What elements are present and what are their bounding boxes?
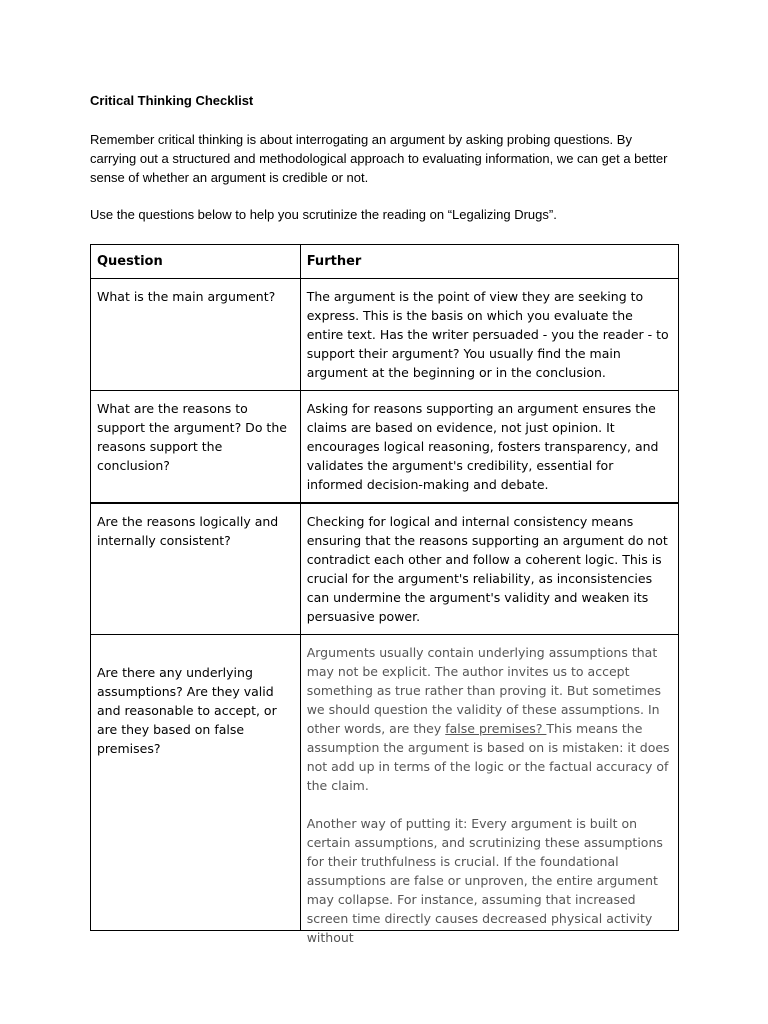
further-cell [300,635,678,945]
further-text-b: This means the assumption the argument is based on is mistaken: it does not add up in terms of the logic or the factual accuracy of the claim. [306,721,670,793]
further-cell-content [306,643,672,945]
header-question: Question [91,245,301,279]
intro-paragraph: Remember critical thinking is about interrogating an argument by asking probing questions. By carrying out a structured and methodological approach to evaluating information, we can get a better sense of whether an argument is credible or not. [90,132,668,185]
further-paragraph-2: Another way of putting it: Every argument is built on certain assumptions, and scrutinizing these assumptions for their truthfulness is crucial. If the foundational assumptions are false or unproven, the entire argument may collapse. For instance, assuming that increased screen time directly causes decreased physical activity without [306,816,663,945]
further-text-a: Arguments usually contain underlying assumptions that may not be explicit. The author invites us to accept something as true rather than proving it. But sometimes we should question the validity of these assumptions. In other words, are they [306,645,662,736]
table-row [91,503,679,635]
table-header-row [91,245,679,279]
further-paragraph-1 [307,643,672,795]
further-cell: The argument is the point of view they are seeking to express. This is the basis on which you evaluate the entire text. Has the writer persuaded - you the reader - to support their argument? You usually find the main argument at the beginning or in the conclusion. [300,279,678,391]
table-row [91,279,679,391]
question-cell: What are the reasons to support the argument? Do the reasons support the conclusion? [91,391,301,504]
further-cell: Asking for reasons supporting an argument ensures the claims are based on evidence, not just opinion. It encourages logical reasoning, fosters transparency, and validates the argument's credibility, essential for informed decision-making and debate. [300,391,678,504]
table-row [91,635,679,931]
page-title: Critical Thinking Checklist [90,93,254,108]
instructions-paragraph: Use the questions below to help you scrutinize the reading on “Legalizing Drugs”. [90,207,557,222]
question-cell: Are there any underlying assumptions? Are they valid and reasonable to accept, or are they based on false premises? [91,635,301,931]
further-cell: Checking for logical and internal consistency means ensuring that the reasons supporting an argument do not contradict each other and follow a coherent logic. This is crucial for the argument's reliability, as inconsistencies can undermine the argument's validity and weaken its persuasive power. [300,503,678,635]
header-further: Further [300,245,678,279]
question-cell: What is the main argument? [91,279,301,391]
checklist-table [90,244,679,945]
false-premises-link[interactable]: false premises? [445,721,547,736]
table-row [91,391,679,504]
question-cell: Are the reasons logically and internally consistent? [91,503,301,635]
